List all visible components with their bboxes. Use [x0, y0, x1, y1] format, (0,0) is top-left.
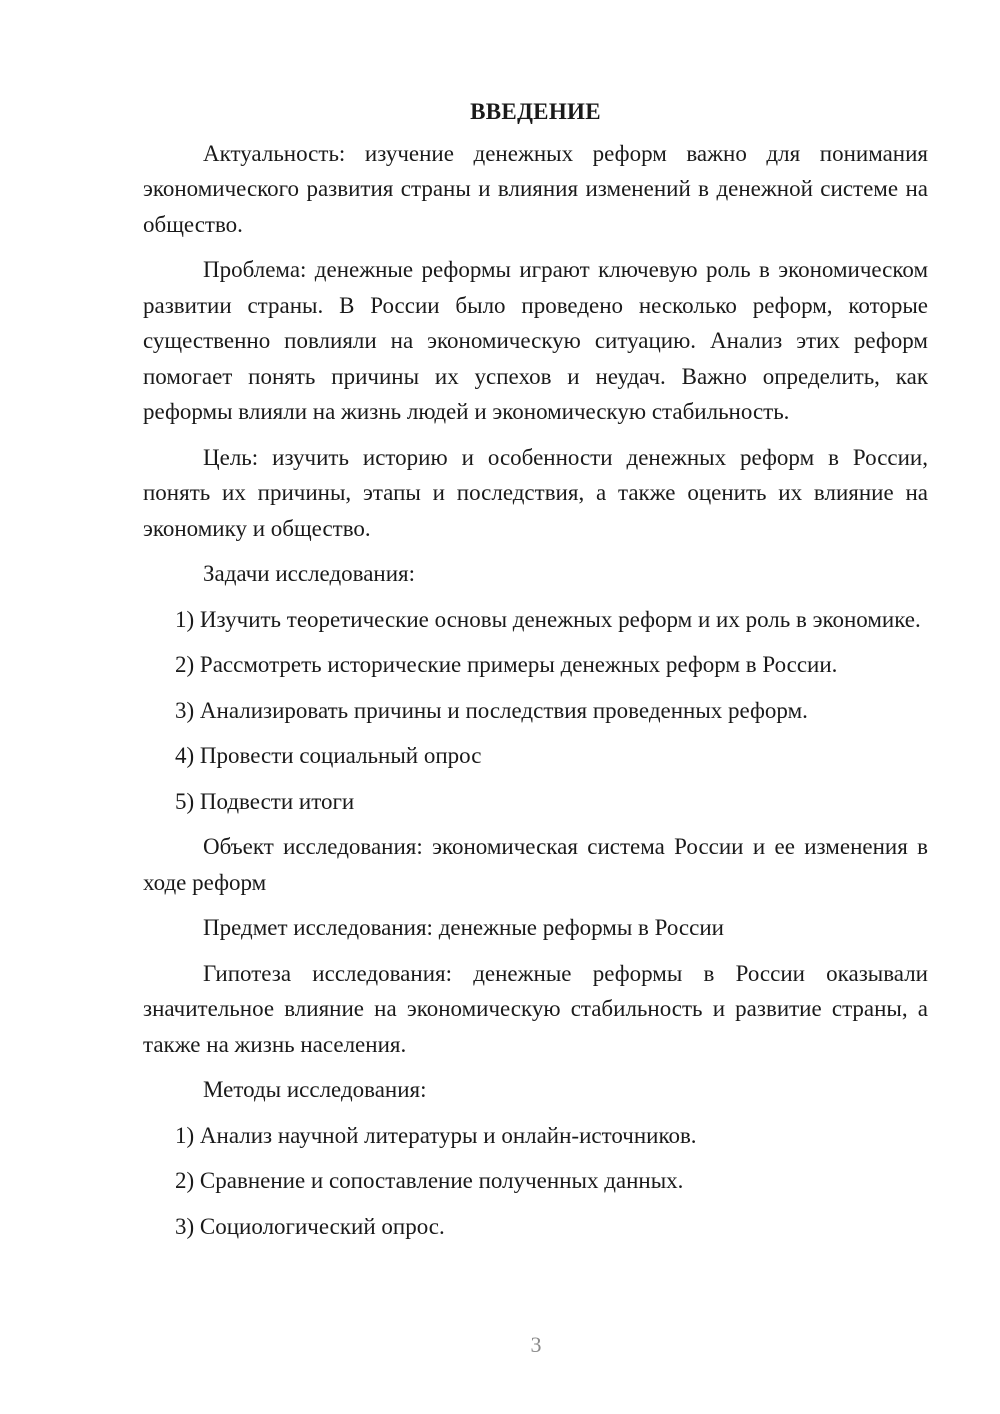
task-item: 4) Провести социальный опрос [175, 743, 482, 768]
hypothesis-paragraph: Гипотеза исследования: денежные реформы в России оказывали значительное влияние на экономическую стабильность и развитие страны, а также на жизнь населения. [143, 960, 928, 1057]
document-body [143, 94, 928, 1254]
task-item: 1) Изучить теоретические основы денежных реформ и их роль в экономике. [175, 606, 921, 632]
tasks-heading: Задачи исследования: [203, 561, 416, 586]
problem-paragraph: Проблема: денежные реформы играют ключевую роль в экономическом развитии страны. В России было проведено несколько реформ, которые существенно повлияли на экономическую ситуацию. Анализ этих реформ помогает понять причины их успехов и неудач. Важно определить, как реформы влияли на жизнь людей и экономическую стабильность. [143, 257, 928, 424]
method-item: 1) Анализ научной литературы и онлайн-источников. [175, 1122, 697, 1148]
method-item: 3) Социологический опрос. [175, 1213, 445, 1239]
task-item: 5) Подвести итоги [175, 788, 355, 814]
methods-heading: Методы исследования: [203, 1077, 427, 1102]
task-item: 3) Анализировать причины и последствия проведенных реформ. [175, 697, 808, 723]
goal-paragraph: Цель: изучить историю и особенности денежных реформ в России, понять их причины, этапы и последствия, а также оценить их влияние на экономику и общество. [143, 444, 928, 541]
method-item: 2) Сравнение и сопоставление полученных данных. [175, 1168, 684, 1193]
section-title: ВВЕДЕНИЕ [470, 99, 601, 124]
relevance-paragraph: Актуальность: изучение денежных реформ важно для понимания экономического развития страны и влияния изменений в денежной системе на общество. [143, 140, 928, 237]
page-number: 3 [530, 1332, 542, 1357]
task-item: 2) Рассмотреть исторические примеры денежных реформ в России. [175, 652, 838, 677]
object-paragraph: Объект исследования: экономическая система России и ее изменения в ходе реформ [143, 834, 928, 895]
subject-paragraph: Предмет исследования: денежные реформы в России [203, 915, 724, 940]
